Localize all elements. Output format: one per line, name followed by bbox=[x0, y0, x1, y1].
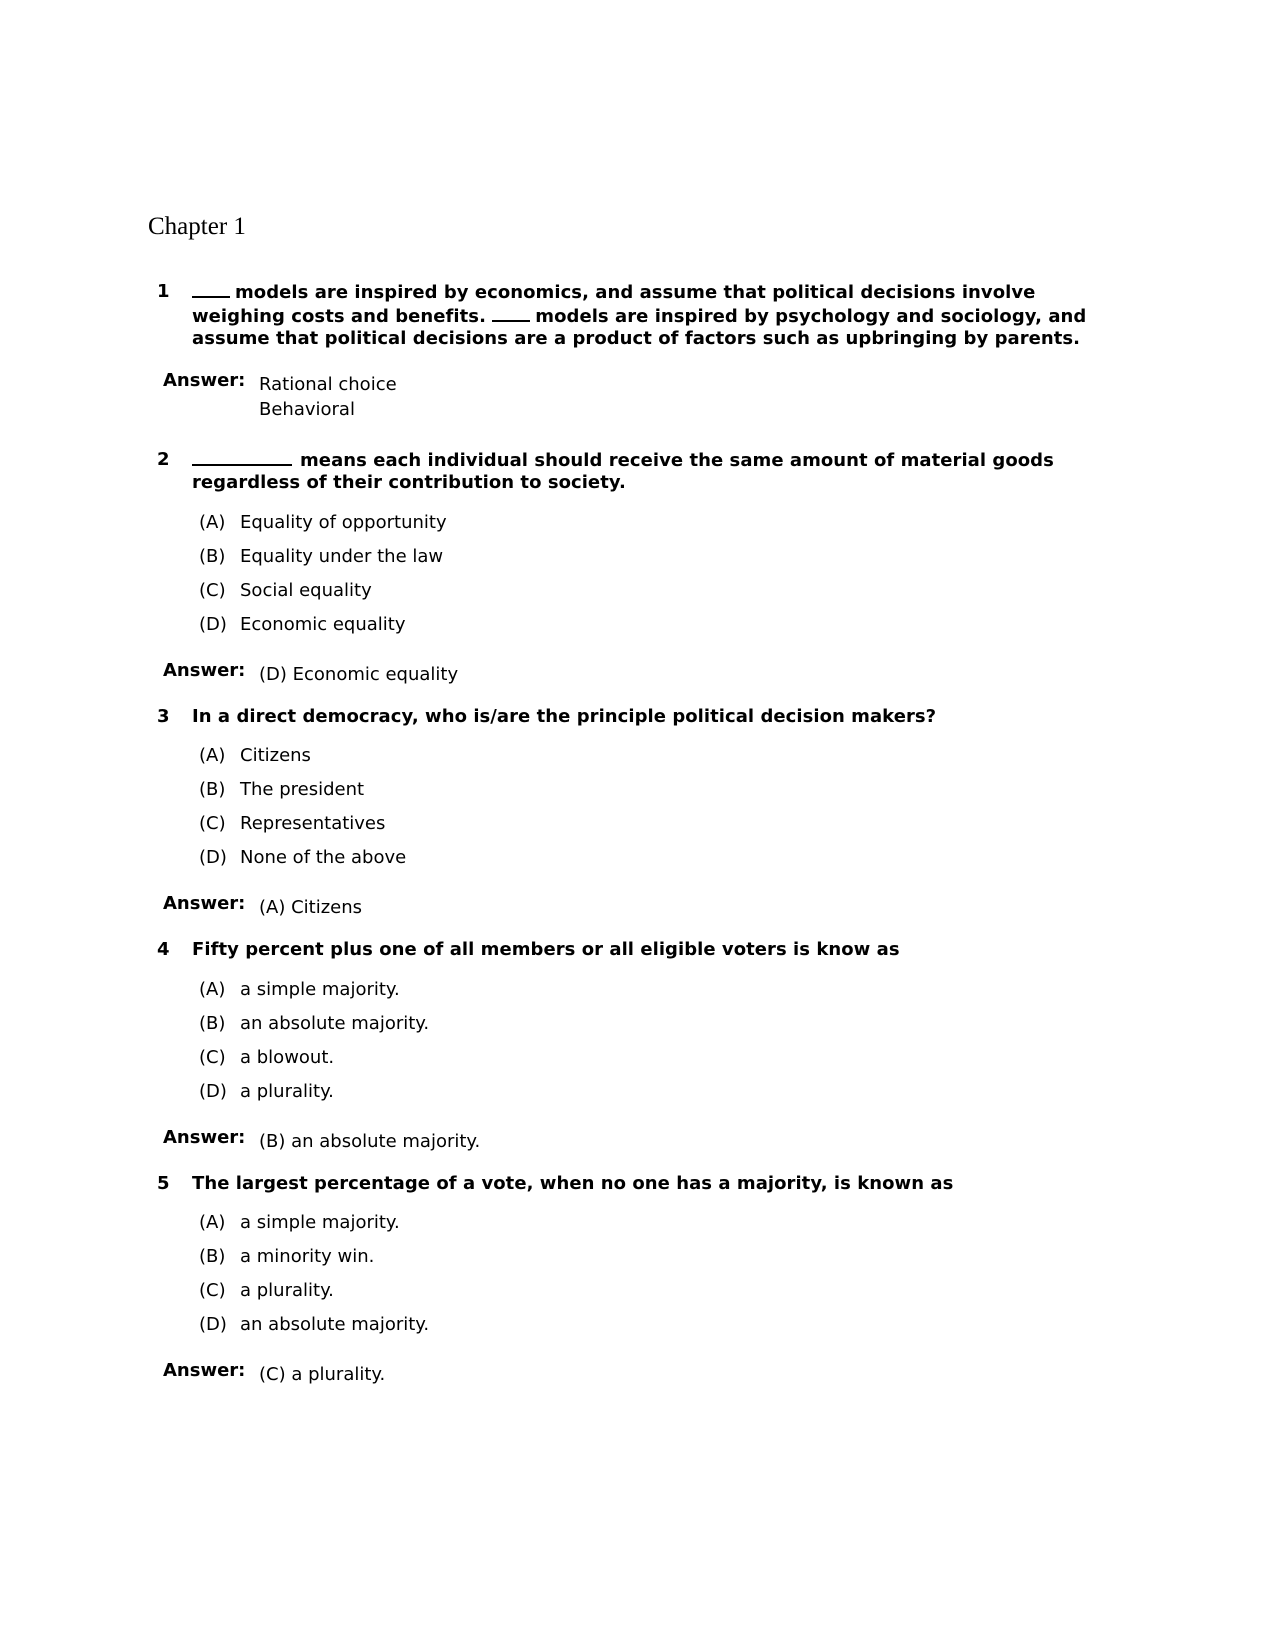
question-number: 1 bbox=[157, 281, 170, 302]
option-b bbox=[0, 1240, 1275, 1274]
option-letter: (A) bbox=[199, 745, 226, 766]
option-letter: (C) bbox=[199, 813, 226, 834]
option-text: a simple majority. bbox=[240, 978, 400, 1000]
option-list bbox=[0, 739, 1275, 875]
question-stem: Fifty percent plus one of all members or all eligible voters is know as bbox=[192, 939, 900, 960]
option-text: Citizens bbox=[240, 745, 311, 766]
option-letter: (C) bbox=[199, 579, 226, 601]
option-letter: (C) bbox=[199, 1280, 226, 1301]
option-text: a blowout. bbox=[240, 1046, 335, 1068]
question-stem bbox=[0, 281, 1122, 351]
option-letter: (D) bbox=[199, 1314, 227, 1335]
option-a bbox=[0, 739, 1275, 773]
option-list bbox=[0, 1206, 1275, 1342]
question-list bbox=[0, 281, 1275, 1385]
option-letter: (B) bbox=[199, 779, 226, 800]
option-letter: (B) bbox=[199, 1012, 226, 1034]
chapter-title: Chapter 1 bbox=[148, 213, 246, 240]
answer-label: Answer: bbox=[163, 1360, 246, 1381]
fill-in-blank bbox=[192, 449, 292, 466]
question-number: 3 bbox=[157, 705, 170, 727]
option-text: Equality under the law bbox=[240, 545, 444, 567]
question-4 bbox=[0, 939, 1275, 1152]
stem-part-1: models are inspired by economics, and assume that political decisions involve weighing costs and benefits. bbox=[192, 282, 1036, 327]
answer-label: Answer: bbox=[163, 1126, 246, 1148]
option-b bbox=[0, 773, 1275, 807]
fill-in-blank bbox=[192, 281, 230, 298]
option-c bbox=[0, 574, 1275, 608]
question-5 bbox=[0, 1173, 1275, 1386]
question-stem bbox=[0, 449, 1122, 495]
answer-label: Answer: bbox=[163, 893, 246, 914]
answer-block bbox=[0, 892, 1275, 918]
option-list bbox=[0, 506, 1275, 642]
option-b bbox=[0, 540, 1275, 574]
option-a bbox=[0, 1206, 1275, 1240]
option-text: Economic equality bbox=[240, 613, 406, 635]
question-stem: The largest percentage of a vote, when no one has a majority, is known as bbox=[192, 1172, 954, 1194]
question-number: 4 bbox=[157, 939, 170, 960]
option-letter: (D) bbox=[199, 847, 227, 868]
question-number: 2 bbox=[157, 448, 170, 470]
option-text: a simple majority. bbox=[240, 1212, 400, 1233]
answer-line-1: Rational choice bbox=[259, 373, 397, 395]
question-number: 5 bbox=[157, 1172, 170, 1194]
answer-text: (D) Economic equality bbox=[259, 663, 459, 685]
option-c bbox=[0, 1274, 1275, 1308]
answer-block bbox=[0, 1359, 1275, 1385]
answer-block bbox=[0, 659, 1275, 685]
option-letter: (C) bbox=[199, 1046, 226, 1068]
option-c bbox=[0, 1041, 1275, 1075]
stem-text: means each individual should receive the same amount of material goods regardless of their contribution to society. bbox=[192, 449, 1054, 493]
answer-block bbox=[0, 369, 1275, 419]
option-text: Social equality bbox=[240, 579, 372, 601]
option-text: None of the above bbox=[240, 847, 407, 868]
option-text: a plurality. bbox=[240, 1080, 334, 1102]
option-list bbox=[0, 973, 1275, 1109]
option-letter: (D) bbox=[199, 1080, 227, 1102]
option-text: Representatives bbox=[240, 813, 386, 834]
question-3 bbox=[0, 706, 1275, 919]
option-d bbox=[0, 841, 1275, 875]
option-text: a minority win. bbox=[240, 1246, 375, 1267]
option-d bbox=[0, 1308, 1275, 1342]
answer-block bbox=[0, 1126, 1275, 1152]
option-letter: (B) bbox=[199, 1246, 226, 1267]
answer-line-2: Behavioral bbox=[259, 398, 355, 420]
option-text: an absolute majority. bbox=[240, 1012, 430, 1034]
option-letter: (A) bbox=[199, 978, 226, 1000]
option-c bbox=[0, 807, 1275, 841]
answer-text: (A) Citizens bbox=[259, 897, 363, 918]
answer-label: Answer: bbox=[163, 369, 246, 391]
answer-text bbox=[259, 372, 397, 422]
option-d bbox=[0, 1075, 1275, 1109]
option-text: The president bbox=[240, 779, 365, 800]
answer-text: (B) an absolute majority. bbox=[259, 1130, 481, 1152]
question-1 bbox=[0, 281, 1275, 419]
stem-part-2: models are inspired by psychology and sociology, and assume that political decisions are a product of factors such as upbringing by parents. bbox=[192, 305, 1087, 349]
option-letter: (D) bbox=[199, 613, 227, 635]
option-d bbox=[0, 608, 1275, 642]
answer-text: (C) a plurality. bbox=[259, 1364, 386, 1385]
fill-in-blank bbox=[492, 305, 530, 322]
option-letter: (B) bbox=[199, 545, 226, 567]
option-letter: (A) bbox=[199, 1212, 226, 1233]
option-text: an absolute majority. bbox=[240, 1314, 430, 1335]
option-text: a plurality. bbox=[240, 1280, 334, 1301]
option-text: Equality of opportunity bbox=[240, 511, 447, 533]
question-stem: In a direct democracy, who is/are the principle political decision makers? bbox=[192, 705, 937, 727]
option-a bbox=[0, 506, 1275, 540]
option-letter: (A) bbox=[199, 511, 226, 533]
answer-label: Answer: bbox=[163, 659, 246, 681]
question-2 bbox=[0, 449, 1275, 685]
option-a bbox=[0, 973, 1275, 1007]
option-b bbox=[0, 1007, 1275, 1041]
